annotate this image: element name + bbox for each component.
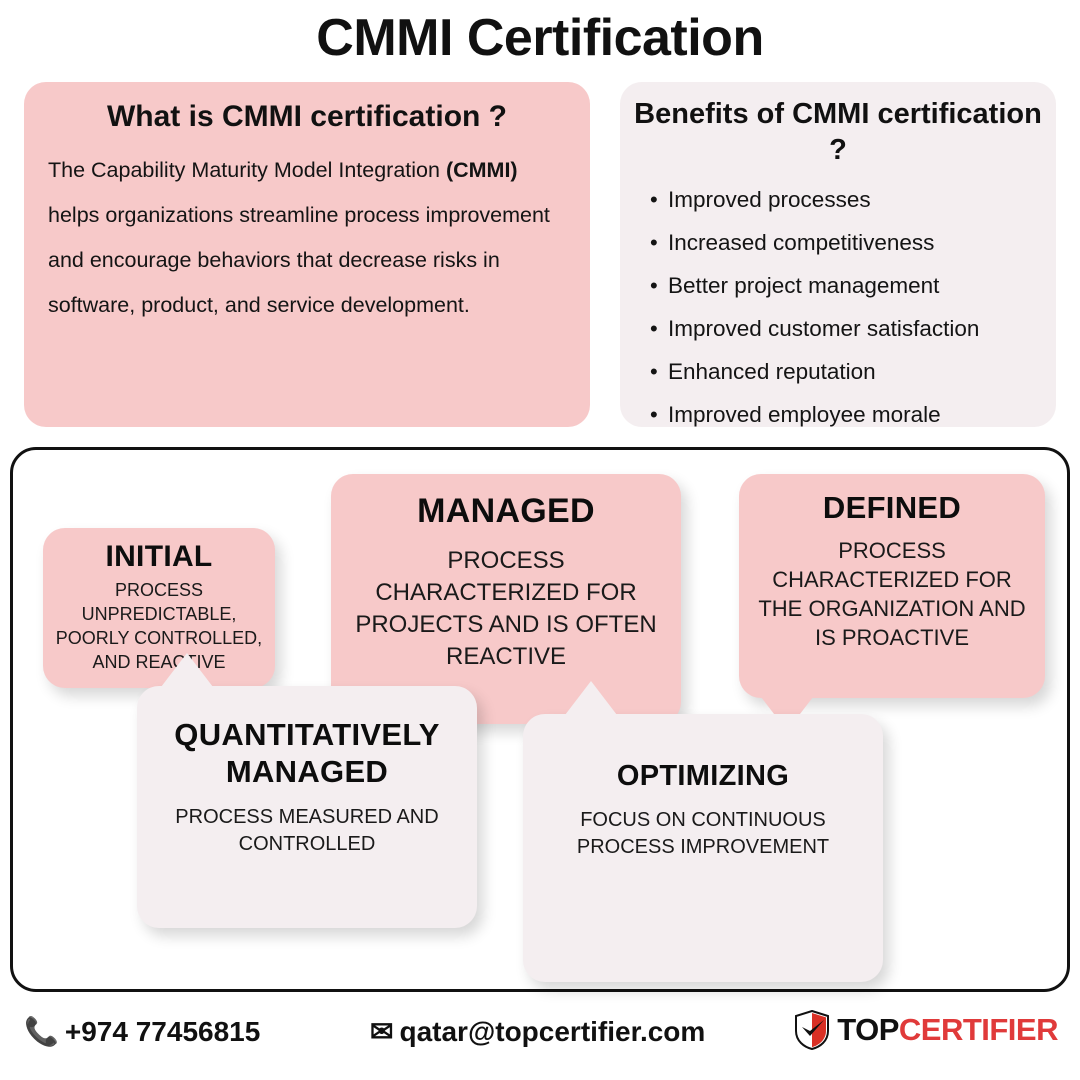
logo-text — [837, 1012, 1058, 1048]
list-item: • Increased competitiveness — [650, 221, 1044, 264]
benefits-heading: Benefits of CMMI certification ? — [634, 98, 1042, 166]
phone-icon: 📞 — [24, 1016, 59, 1047]
level-bubble-defined — [739, 474, 1045, 698]
level-title: MANAGED — [417, 492, 595, 530]
bubble-tail-icon — [161, 653, 213, 687]
phone-contact[interactable] — [24, 1016, 260, 1048]
what-is-cmmi-heading: What is CMMI certification ? — [106, 100, 508, 133]
list-item: • Enhanced reputation — [650, 350, 1044, 393]
topcertifier-logo[interactable] — [795, 1010, 1058, 1050]
level-bubble-initial — [43, 528, 275, 688]
what-body-part2: helps organizations streamline process improvement and encourage behaviors that decrease risks in software, product, and service development. — [48, 203, 550, 317]
email-contact[interactable] — [370, 1016, 705, 1048]
logo-certifier: CERTIFIER — [898, 1012, 1058, 1047]
level-bubble-optimizing — [523, 714, 883, 982]
list-item: • Better project management — [650, 264, 1044, 307]
phone-number: +974 77456815 — [64, 1016, 261, 1047]
page-title: CMMI Certification — [316, 9, 764, 67]
level-description: PROCESS CHARACTERIZED FOR PROJECTS AND IS OFTEN REACTIVE — [355, 547, 657, 670]
what-body-bold: (CMMI) — [445, 158, 518, 182]
level-description: PROCESS UNPREDICTABLE, POORLY CONTROLLED, AND REACTIVE — [55, 580, 263, 672]
level-bubble-quantitatively-managed — [137, 686, 477, 928]
what-body-part1: The Capability Maturity Model Integration — [48, 158, 446, 182]
level-description: FOCUS ON CONTINUOUS PROCESS IMPROVEMENT — [576, 809, 830, 858]
level-title: DEFINED — [822, 490, 962, 525]
maturity-levels-panel — [10, 447, 1070, 992]
shield-icon — [795, 1010, 829, 1050]
level-title: OPTIMIZING — [616, 760, 790, 792]
benefits-card — [620, 82, 1056, 427]
level-title: INITIAL — [105, 540, 213, 573]
what-is-cmmi-body — [48, 148, 566, 328]
footer — [0, 1000, 1080, 1080]
list-item: • Improved processes — [650, 178, 1044, 221]
logo-top: TOP — [837, 1012, 899, 1047]
level-title: QUANTITATIVELY MANAGED — [174, 717, 440, 789]
list-item: • Improved customer satisfaction — [650, 307, 1044, 350]
what-is-cmmi-card — [24, 82, 590, 427]
level-description: PROCESS CHARACTERIZED FOR THE ORGANIZATION AND IS PROACTIVE — [758, 538, 1026, 650]
level-description: PROCESS MEASURED AND CONTROLLED — [175, 806, 439, 855]
envelope-icon: ✉ — [370, 1016, 394, 1047]
bubble-tail-icon — [565, 681, 617, 715]
email-address: qatar@topcertifier.com — [399, 1016, 706, 1047]
benefits-list — [632, 178, 1044, 436]
list-item: • Improved employee morale — [650, 393, 1044, 436]
